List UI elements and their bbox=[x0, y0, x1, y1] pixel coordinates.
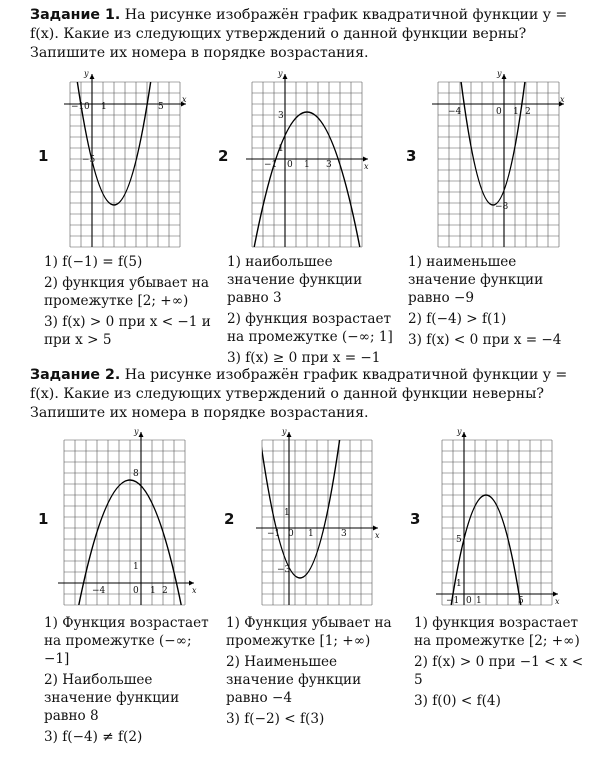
t1-variant-number-2: 2 bbox=[218, 147, 229, 165]
tick-label: 3 bbox=[341, 529, 347, 539]
task1-header bbox=[30, 6, 590, 63]
tick-label: 1 bbox=[133, 562, 139, 572]
statement: 3) f(x) > 0 при x < −1 и при x > 5 bbox=[44, 314, 211, 348]
y-axis-label: y bbox=[84, 69, 89, 78]
tick-label: 1 bbox=[101, 102, 107, 112]
task2-header bbox=[30, 366, 590, 423]
x-axis-label: x bbox=[364, 162, 369, 171]
t1-variant-number-1: 1 bbox=[38, 147, 49, 165]
task1-text: На рисунке изображён график квадратичной функции y = f(x). Какие из следующих утверждений о данной функции верны? Запишите их номера в порядке возрастания. bbox=[30, 7, 568, 61]
axes bbox=[432, 74, 564, 247]
tick-label: 0 bbox=[496, 107, 502, 117]
tick-label: 0 bbox=[466, 596, 472, 606]
tick-label: −4 bbox=[92, 586, 106, 596]
tick-label: 1 bbox=[456, 579, 462, 589]
tick-label: 1 bbox=[284, 508, 290, 518]
tick-label: −1 bbox=[446, 596, 460, 606]
tick-label: 1 bbox=[278, 144, 284, 154]
t2-graph-2 bbox=[252, 428, 392, 608]
statement: 3) f(x) ≥ 0 при x = −1 bbox=[227, 350, 381, 366]
tick-label: 0 bbox=[133, 586, 139, 596]
y-axis-label: y bbox=[134, 427, 139, 436]
y-axis-label: y bbox=[282, 427, 287, 436]
x-axis-label: x bbox=[182, 95, 187, 104]
statement: 2) Наибольшее значение функции равно 8 bbox=[44, 672, 180, 724]
tick-label: 1 bbox=[150, 586, 156, 596]
tick-label: 0 bbox=[84, 102, 90, 112]
tick-label: −4 bbox=[448, 107, 462, 117]
task2-text: На рисунке изображён график квадратичной функции y = f(x). Какие из следующих утверждений о данной функции неверны? Запишите их номера в порядке возрастания. bbox=[30, 367, 568, 421]
tick-label: −1 bbox=[71, 102, 85, 112]
t2-variant-number-3: 3 bbox=[410, 510, 421, 528]
statement: 2) Наименьшее значение функции равно −4 bbox=[226, 654, 362, 706]
tick-label: 0 bbox=[287, 160, 293, 170]
tick-label: 2 bbox=[525, 107, 531, 117]
tick-label: 5 bbox=[456, 535, 462, 545]
tick-label: 3 bbox=[326, 160, 332, 170]
t1-graph-1 bbox=[60, 70, 190, 250]
statement: 2) функция убывает на промежутке [2; +∞) bbox=[44, 275, 209, 309]
tick-label: −1 bbox=[267, 529, 281, 539]
statement: 1) функция возрастает на промежутке [2; +∞) bbox=[414, 615, 580, 649]
grid bbox=[262, 440, 372, 605]
t1-statements-1 bbox=[44, 253, 214, 352]
arrowheads bbox=[287, 432, 379, 531]
parabola-curve bbox=[259, 428, 342, 578]
tick-label: 2 bbox=[162, 586, 168, 596]
y-axis-label: y bbox=[497, 69, 502, 78]
axes bbox=[58, 432, 194, 605]
grid bbox=[64, 440, 185, 605]
t2-statements-3 bbox=[414, 614, 594, 713]
task2-title: Задание 2. bbox=[30, 367, 121, 383]
tick-label: 5 bbox=[518, 596, 524, 606]
tick-label: 1 bbox=[308, 529, 314, 539]
tick-label: −3 bbox=[277, 565, 291, 575]
t1-statements-3 bbox=[408, 253, 588, 352]
statement: 3) f(−4) ≠ f(2) bbox=[44, 729, 143, 745]
t1-variant-number-3: 3 bbox=[406, 147, 417, 165]
statement: 1) Функция возрастает на промежутке (−∞; −1] bbox=[44, 615, 209, 667]
statement: 3) f(0) < f(4) bbox=[414, 693, 501, 709]
tick-label: −1 bbox=[264, 160, 278, 170]
t2-statements-1 bbox=[44, 614, 219, 749]
x-axis-label: x bbox=[555, 597, 560, 606]
t2-variant-number-1: 1 bbox=[38, 510, 49, 528]
statement: 2) функция возрастает на промежутке (−∞; 1] bbox=[227, 311, 393, 345]
tick-label: 1 bbox=[304, 160, 310, 170]
y-axis-label: y bbox=[278, 69, 283, 78]
t2-graph-1 bbox=[54, 428, 204, 608]
task1-title: Задание 1. bbox=[30, 7, 121, 23]
tick-label: 1 bbox=[476, 596, 482, 606]
statement: 3) f(x) < 0 при x = −4 bbox=[408, 332, 562, 348]
t1-graph-3 bbox=[428, 70, 568, 250]
tick-label: −8 bbox=[495, 202, 509, 212]
t2-graph-3 bbox=[432, 428, 572, 608]
tick-label: −5 bbox=[82, 155, 96, 165]
arrowheads bbox=[139, 432, 195, 586]
y-axis-label: y bbox=[457, 427, 462, 436]
t1-graph-2 bbox=[242, 70, 377, 250]
t2-statements-2 bbox=[226, 614, 406, 731]
t2-variant-number-2: 2 bbox=[224, 510, 235, 528]
tick-label: 8 bbox=[133, 469, 139, 479]
statement: 1) наименьшее значение функции равно −9 bbox=[408, 254, 544, 306]
tick-label: 3 bbox=[278, 111, 284, 121]
statement: 2) f(x) > 0 при −1 < x < 5 bbox=[414, 654, 584, 688]
tick-label: 5 bbox=[158, 102, 164, 112]
tick-label: 0 bbox=[288, 529, 294, 539]
statement: 3) f(−2) < f(3) bbox=[226, 711, 325, 727]
statement: 1) наибольшее значение функции равно 3 bbox=[227, 254, 363, 306]
x-axis-label: x bbox=[375, 531, 380, 540]
t1-statements-2 bbox=[227, 253, 397, 370]
statement: 1) Функция убывает на промежутке [1; +∞) bbox=[226, 615, 392, 649]
statement: 2) f(−4) > f(1) bbox=[408, 311, 507, 327]
statement: 1) f(−1) = f(5) bbox=[44, 254, 143, 270]
tick-label: 1 bbox=[513, 107, 519, 117]
x-axis-label: x bbox=[560, 95, 565, 104]
arrowheads bbox=[502, 74, 565, 107]
x-axis-label: x bbox=[192, 586, 197, 595]
